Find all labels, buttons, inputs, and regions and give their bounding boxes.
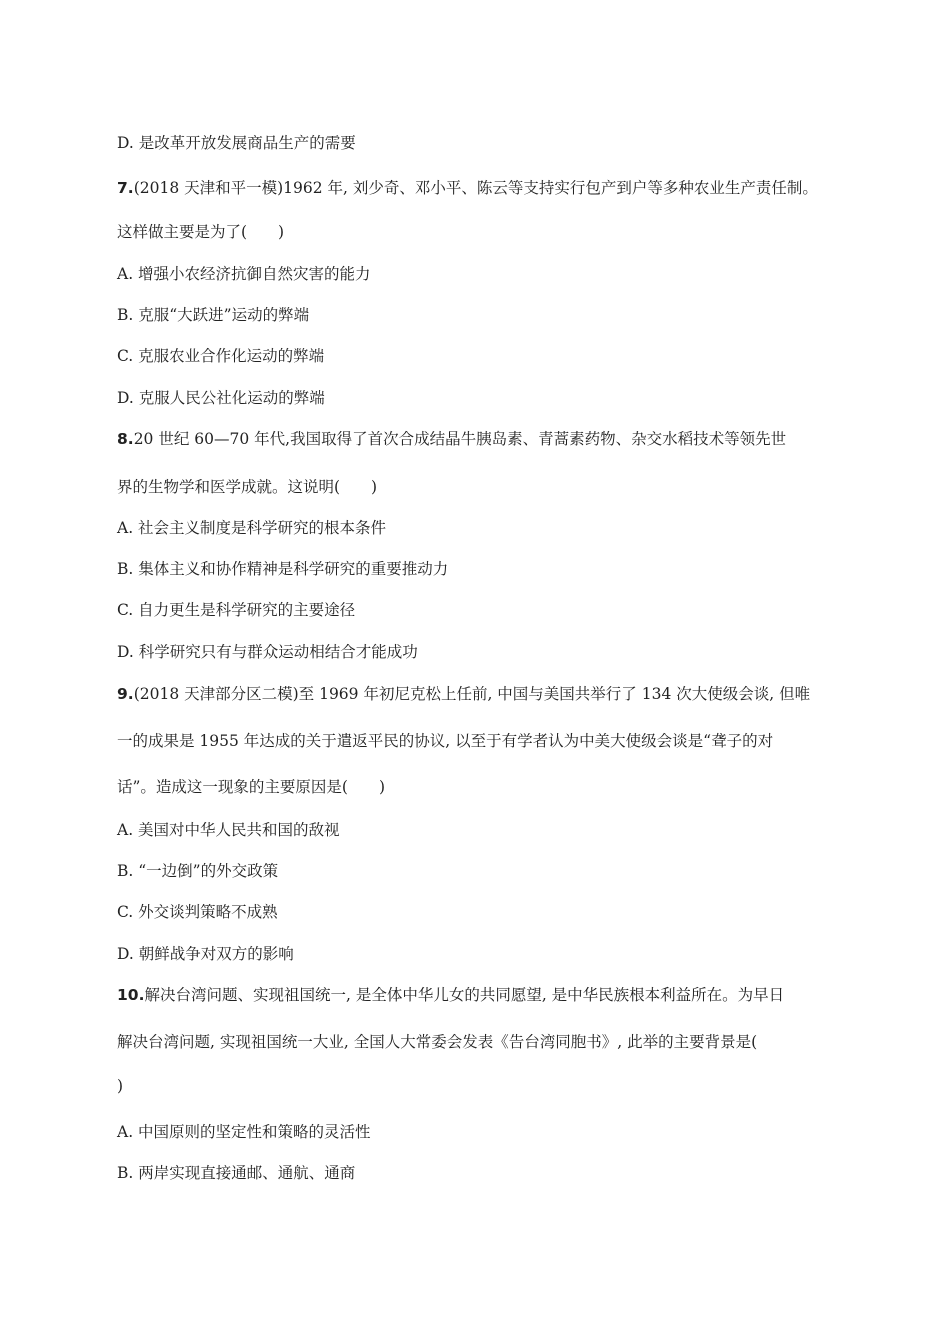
q10-stem-line-2: 解决台湾问题, 实现祖国统一大业, 全国人大常委会发表《告台湾同胞书》, 此举的主要背景是( [117, 1033, 758, 1051]
q8-option-b: B. 集体主义和协作精神是科学研究的重要推动力 [117, 560, 449, 578]
q9-number: 9. [117, 685, 134, 703]
q8-stem-line-1: 8.20 世纪 60—70 年代,我国取得了首次合成结晶牛胰岛素、青蒿素药物、杂交水稻技术等领先世 [117, 430, 787, 448]
q9-option-b: B. “一边倒”的外交政策 [117, 862, 279, 880]
q9-option-a: A. 美国对中华人民共和国的敌视 [117, 821, 340, 839]
q7-option-a: A. 增强小农经济抗御自然灾害的能力 [117, 265, 371, 283]
q8-stem-line-2: 界的生物学和医学成就。这说明( ) [117, 478, 378, 496]
q8-option-d: D. 科学研究只有与群众运动相结合才能成功 [117, 643, 418, 661]
q6-option-d: D. 是改革开放发展商品生产的需要 [117, 134, 356, 152]
q9-option-c: C. 外交谈判策略不成熟 [117, 903, 278, 921]
q10-number: 10. [117, 986, 145, 1004]
q10-option-a: A. 中国原则的坚定性和策略的灵活性 [117, 1123, 371, 1141]
q10-stem-line-3: ) [117, 1077, 124, 1095]
q9-option-d: D. 朝鲜战争对双方的影响 [117, 945, 294, 963]
q7-option-d: D. 克服人民公社化运动的弊端 [117, 389, 325, 407]
q9-stem-line-1: 9.(2018 天津部分区二模)至 1969 年初尼克松上任前, 中国与美国共举行了 134 次大使级会谈, 但唯 [117, 685, 811, 703]
q9-stem-line-3: 话”。造成这一现象的主要原因是( ) [117, 778, 386, 796]
q10-stem-line-1: 10.解决台湾问题、实现祖国统一, 是全体中华儿女的共同愿望, 是中华民族根本利益所在。为早日 [117, 986, 785, 1004]
q9-stem-line-2: 一的成果是 1955 年达成的关于遣返平民的协议, 以至于有学者认为中美大使级会谈是“聋子的对 [117, 732, 774, 750]
q10-option-b: B. 两岸实现直接通邮、通航、通商 [117, 1164, 356, 1182]
q7-number: 7. [117, 179, 134, 197]
q8-number: 8. [117, 430, 134, 448]
q8-option-a: A. 社会主义制度是科学研究的根本条件 [117, 519, 387, 537]
q7-stem-line-2: 这样做主要是为了( ) [117, 223, 285, 241]
q7-option-c: C. 克服农业合作化运动的弊端 [117, 347, 325, 365]
q7-stem-line-1: 7.(2018 天津和平一模)1962 年, 刘少奇、邓小平、陈云等支持实行包产到户等多种农业生产责任制。 [117, 179, 818, 197]
q7-option-b: B. 克服“大跃进”运动的弊端 [117, 306, 310, 324]
q8-option-c: C. 自力更生是科学研究的主要途径 [117, 601, 356, 619]
